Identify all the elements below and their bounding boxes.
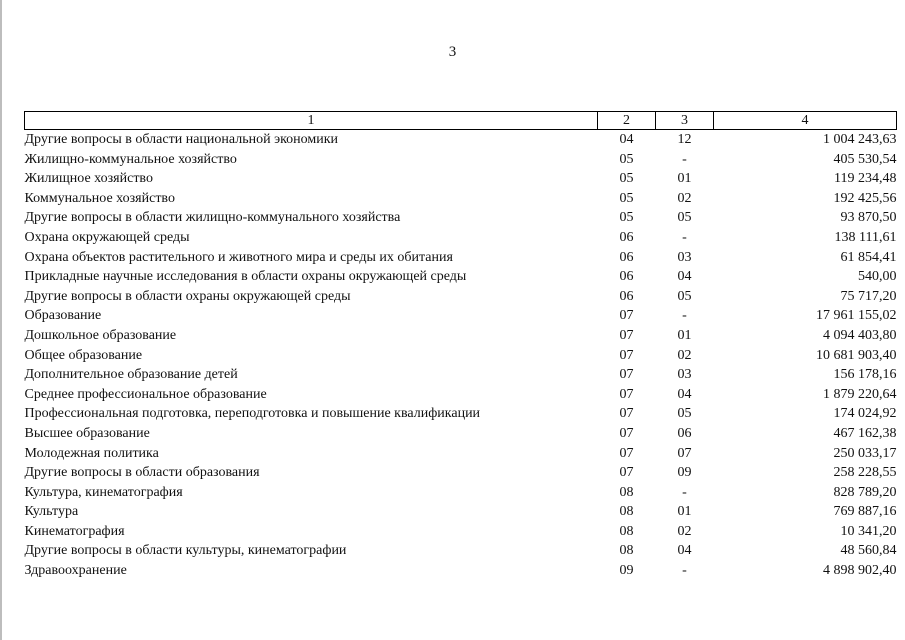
row-section-cell: 06 — [619, 249, 634, 265]
row-subsection-cell: 04 — [677, 386, 692, 402]
row-amount-cell: 192 425,56 — [833, 190, 897, 206]
row-subsection-cell: 05 — [677, 406, 692, 422]
row-amount-cell: 258 228,55 — [833, 465, 897, 481]
row-subsection-cell: 03 — [677, 367, 692, 383]
row-name-cell: Жилищное хозяйство — [24, 171, 153, 187]
row-amount-cell: 828 789,20 — [833, 484, 897, 500]
row-amount-cell: 61 854,41 — [840, 249, 897, 265]
row-section-cell: 07 — [619, 425, 634, 441]
row-subsection-cell: 04 — [677, 269, 692, 285]
row-section-cell: 05 — [619, 171, 634, 187]
page-left-edge — [0, 0, 2, 640]
row-name-cell: Здравоохранение — [24, 563, 127, 579]
row-name-cell: Образование — [24, 308, 102, 324]
row-amount-cell: 1 004 243,63 — [823, 132, 897, 147]
row-amount-cell: 75 717,20 — [840, 288, 897, 304]
row-subsection-cell: 06 — [677, 425, 692, 441]
row-section-cell: 07 — [619, 367, 634, 383]
row-name-cell: Коммунальное хозяйство — [24, 190, 175, 206]
row-name-cell: Общее образование — [24, 347, 143, 363]
row-amount-cell: 769 887,16 — [833, 504, 897, 520]
row-amount-cell: 4 094 403,80 — [823, 327, 897, 343]
table-row — [25, 150, 897, 170]
row-subsection-cell: 05 — [677, 288, 692, 304]
row-section-cell: 07 — [619, 386, 634, 402]
row-section-cell: 05 — [619, 210, 634, 226]
row-name-cell: Молодежная политика — [24, 445, 159, 461]
row-subsection-cell: 03 — [677, 249, 692, 265]
row-name-cell: Другие вопросы в области культуры, кинематографии — [24, 543, 347, 559]
table-row — [25, 267, 897, 287]
row-amount-cell: 93 870,50 — [840, 210, 897, 226]
row-subsection-cell: 01 — [677, 504, 692, 520]
row-amount-cell: 119 234,48 — [834, 171, 897, 187]
row-amount-cell: 405 530,54 — [833, 151, 897, 167]
row-name-cell: Профессиональная подготовка, переподготовка и повышение квалификации — [24, 406, 481, 422]
row-name-cell: Культура, кинематография — [24, 484, 183, 500]
row-amount-cell: 1 879 220,64 — [823, 386, 897, 402]
header-col-subsection: 3 — [656, 112, 714, 130]
row-amount-cell: 138 111,61 — [834, 229, 897, 245]
row-name-cell: Другие вопросы в области образования — [24, 465, 260, 481]
header-col-section: 2 — [598, 112, 656, 130]
table-row — [25, 463, 897, 483]
row-section-cell: 08 — [619, 543, 634, 559]
row-subsection-cell: 09 — [677, 465, 692, 481]
table-row — [25, 228, 897, 248]
row-name-cell: Культура — [24, 504, 79, 520]
row-subsection-cell: 02 — [677, 190, 692, 206]
row-section-cell: 05 — [619, 190, 634, 206]
row-section-cell: 07 — [619, 406, 634, 422]
header-col-name: 1 — [25, 112, 598, 130]
row-name-cell: Охрана объектов растительного и животного мира и среды их обитания — [24, 249, 453, 265]
row-amount-cell: 4 898 902,40 — [823, 563, 897, 579]
row-amount-cell: 174 024,92 — [833, 406, 897, 422]
row-subsection-cell: 02 — [677, 347, 692, 363]
table-row — [25, 424, 897, 444]
row-name-cell: Охрана окружающей среды — [24, 229, 190, 245]
table-row — [25, 326, 897, 346]
row-section-cell: 06 — [619, 269, 634, 285]
row-name-cell: Прикладные научные исследования в области охраны окружающей среды — [24, 269, 467, 285]
table-row — [25, 346, 897, 366]
table-row — [25, 561, 897, 581]
row-amount-cell: 10 341,20 — [840, 523, 897, 539]
row-subsection-cell: - — [682, 563, 687, 579]
row-subsection-cell: - — [682, 308, 687, 324]
table-row — [25, 522, 897, 542]
table-header-row — [25, 112, 897, 130]
row-name-cell: Другие вопросы в области национальной экономики — [24, 132, 339, 147]
row-subsection-cell: - — [682, 484, 687, 500]
row-subsection-cell: - — [682, 229, 687, 245]
row-section-cell: 06 — [619, 288, 634, 304]
row-subsection-cell: 05 — [677, 210, 692, 226]
table-row — [25, 483, 897, 503]
table-row — [25, 404, 897, 424]
table-row — [25, 385, 897, 405]
row-section-cell: 09 — [619, 563, 634, 579]
row-subsection-cell: 07 — [677, 445, 692, 461]
row-section-cell: 07 — [619, 308, 634, 324]
row-section-cell: 08 — [619, 523, 634, 539]
table-row — [25, 169, 897, 189]
row-amount-cell: 10 681 903,40 — [816, 347, 897, 363]
row-name-cell: Дополнительное образование детей — [24, 367, 238, 383]
row-subsection-cell: 01 — [677, 171, 692, 187]
table-body — [25, 130, 897, 581]
row-name-cell: Кинематография — [24, 523, 125, 539]
row-section-cell: 08 — [619, 504, 634, 520]
table-row — [25, 287, 897, 307]
row-subsection-cell: - — [682, 151, 687, 167]
row-name-cell: Дошкольное образование — [24, 327, 177, 343]
row-name-cell: Другие вопросы в области жилищно-коммунального хозяйства — [24, 210, 401, 226]
row-name-cell: Среднее профессиональное образование — [24, 386, 267, 402]
table-row — [25, 365, 897, 385]
table-row — [25, 444, 897, 464]
page-number: 3 — [448, 44, 457, 60]
row-section-cell: 04 — [619, 132, 634, 147]
table-row — [25, 248, 897, 268]
table-row — [25, 306, 897, 326]
row-section-cell: 06 — [619, 229, 634, 245]
row-amount-cell: 17 961 155,02 — [816, 308, 897, 324]
row-amount-cell: 467 162,38 — [833, 425, 897, 441]
row-subsection-cell: 01 — [677, 327, 692, 343]
row-name-cell: Другие вопросы в области охраны окружающей среды — [24, 288, 351, 304]
table-row — [25, 130, 897, 150]
row-section-cell: 07 — [619, 327, 634, 343]
row-section-cell: 05 — [619, 151, 634, 167]
row-amount-cell: 156 178,16 — [833, 367, 897, 383]
row-name-cell: Высшее образование — [24, 425, 150, 441]
row-subsection-cell: 02 — [677, 523, 692, 539]
row-amount-cell: 48 560,84 — [840, 543, 897, 559]
row-name-cell: Жилищно-коммунальное хозяйство — [24, 151, 237, 167]
row-amount-cell: 250 033,17 — [833, 445, 897, 461]
row-section-cell: 07 — [619, 465, 634, 481]
row-section-cell: 08 — [619, 484, 634, 500]
table-row — [25, 502, 897, 522]
table-row — [25, 541, 897, 561]
row-subsection-cell: 12 — [677, 132, 692, 147]
table-row — [25, 189, 897, 209]
row-section-cell: 07 — [619, 347, 634, 363]
table-row — [25, 208, 897, 228]
row-subsection-cell: 04 — [677, 543, 692, 559]
row-section-cell: 07 — [619, 445, 634, 461]
budget-table — [24, 111, 897, 581]
header-col-amount: 4 — [714, 112, 897, 130]
row-amount-cell: 540,00 — [858, 269, 897, 285]
